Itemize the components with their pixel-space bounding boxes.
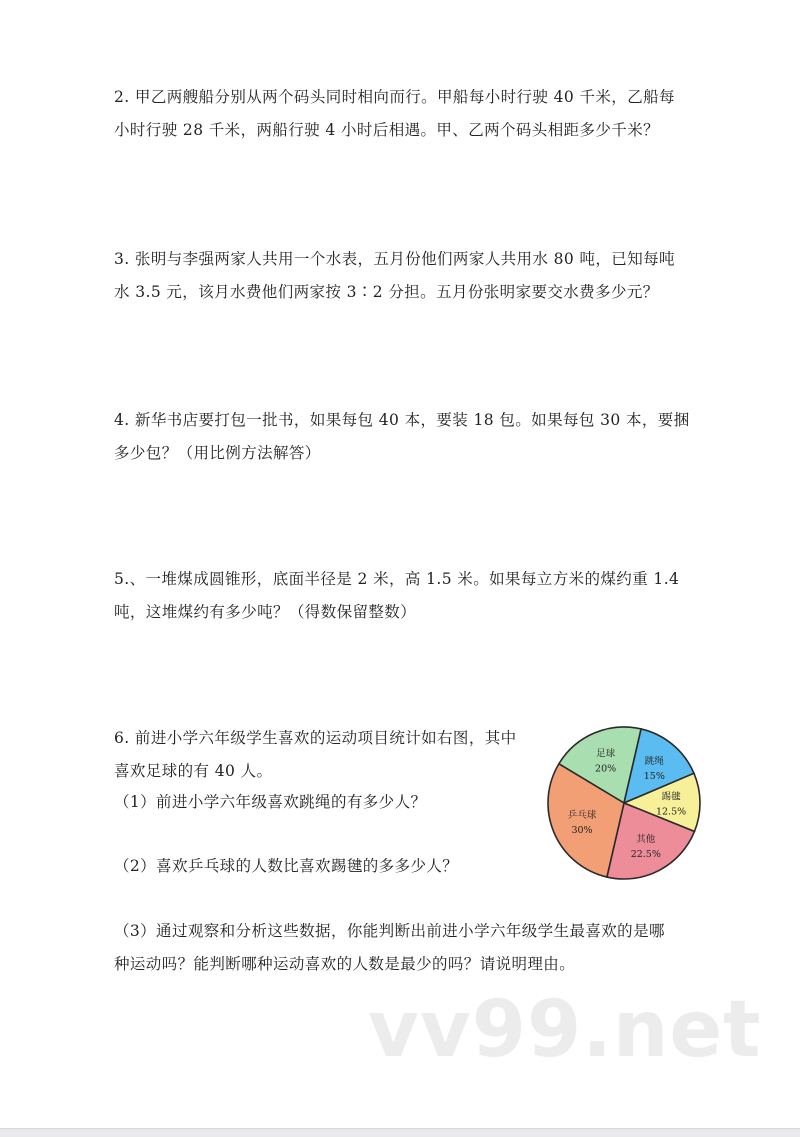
pie-value-2: 15%	[643, 770, 665, 782]
question-4-line-1: 4. 新华书店要打包一批书，如果每包 40 本，要装 18 包。如果每包 30 本，要捆	[114, 411, 690, 429]
watermark: vv99.net	[368, 985, 762, 1075]
question-4	[114, 404, 694, 470]
question-5-line-1: 5.、一堆煤成圆锥形，底面半径是 2 米，高 1.5 米。如果每立方米的煤约重 1.4	[114, 570, 680, 588]
pie-label-4: 其他	[636, 833, 656, 845]
question-3-line-1: 3. 张明与李强两家人共用一个水表，五月份他们两家人共用水 80 吨，已知每吨	[114, 250, 675, 268]
question-6-line-1: 6. 前进小学六年级学生喜欢的运动项目统计如右图，其中	[114, 729, 517, 747]
pie-label-3: 踢毽	[661, 791, 681, 803]
question-6	[114, 722, 534, 788]
pie-label-2: 跳绳	[644, 755, 664, 767]
question-5	[114, 563, 694, 629]
question-6-sub-1: （1）前进小学六年级喜欢跳绳的有多少人？	[114, 793, 427, 811]
question-6-sub-3-line-1: （3）通过观察和分析这些数据，你能判断出前进小学六年级学生最喜欢的是哪	[114, 922, 665, 940]
question-2-line-2: 小时行驶 28 千米，两船行驶 4 小时后相遇。甲、乙两个码头相距多少千米？	[114, 121, 659, 139]
question-3	[114, 243, 694, 309]
question-6-line-2: 喜欢足球的有 40 人。	[114, 762, 273, 780]
question-6-sub-3-line-2: 种运动吗？能判断哪种运动喜欢的人数是最少的吗？请说明理由。	[114, 955, 576, 973]
page-bottom-edge	[0, 1128, 800, 1137]
sports-pie-chart	[540, 724, 710, 884]
pie-value-3: 12.5%	[656, 806, 687, 818]
question-6-sub-3	[114, 915, 694, 981]
pie-value-4: 22.5%	[630, 848, 661, 860]
pie-label-1: 足球	[596, 748, 616, 760]
pie-value-1: 20%	[595, 763, 617, 775]
question-4-line-2: 多少包？（用比例方法解答）	[114, 444, 321, 462]
pie-label-5: 乒乓球	[567, 809, 597, 821]
question-5-line-2: 吨，这堆煤约有多少吨？（得数保留整数）	[114, 603, 417, 621]
question-2-line-1: 2. 甲乙两艘船分别从两个码头同时相向而行。甲船每小时行驶 40 千米，乙船每	[114, 88, 675, 106]
question-3-line-2: 水 3.5 元，该月水费他们两家按 3∶2 分担。五月份张明家要交水费多少元？	[114, 283, 659, 301]
pie-value-5: 30%	[571, 824, 593, 836]
question-6-sub-2: （2）喜欢乒乓球的人数比喜欢踢毽的多多少人？	[114, 857, 459, 875]
question-2	[114, 81, 694, 147]
